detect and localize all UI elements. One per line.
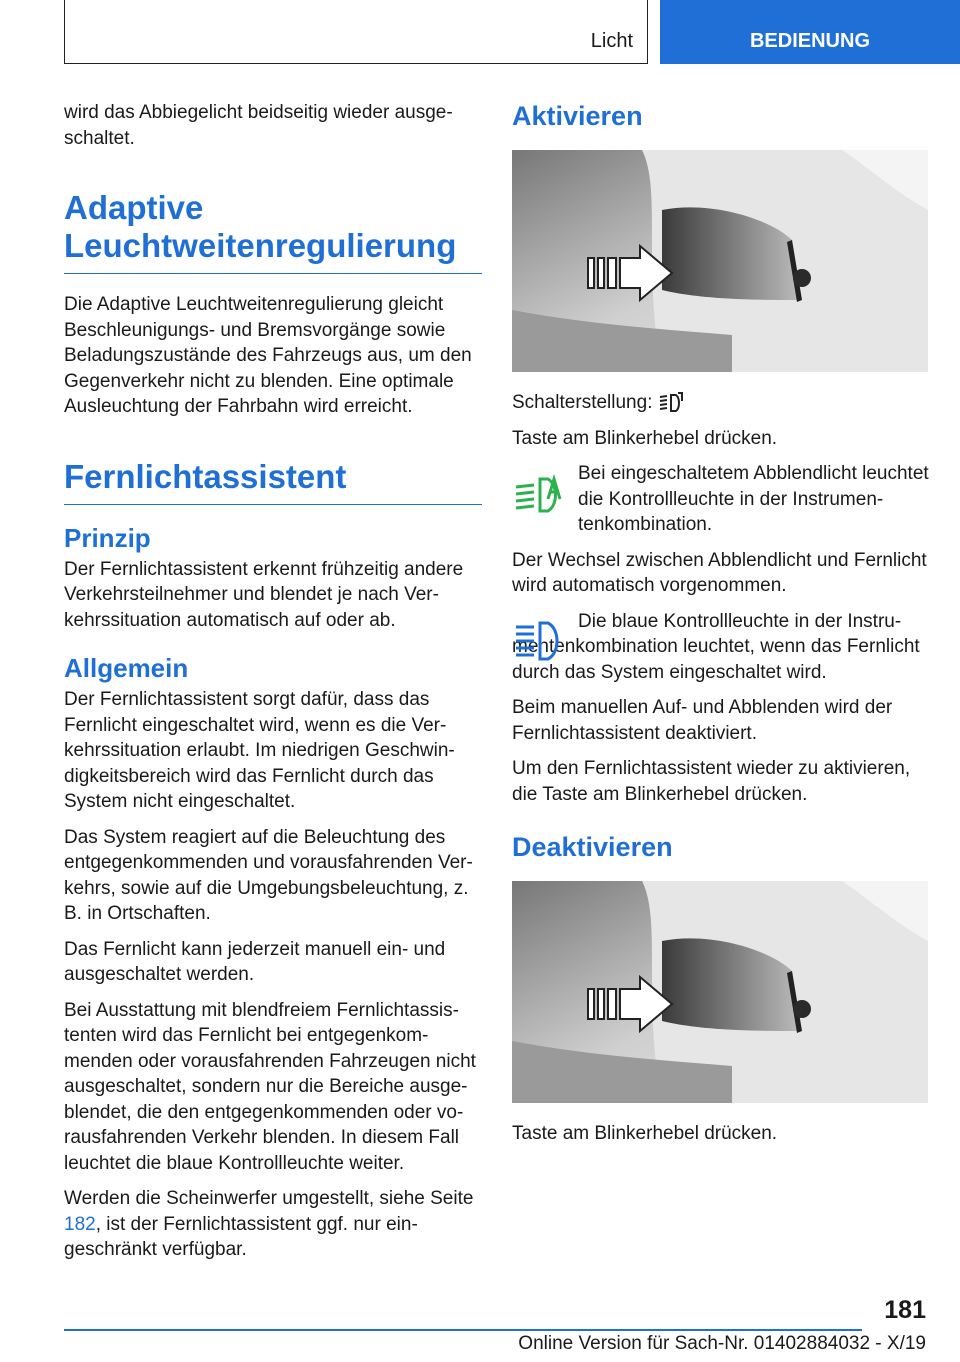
taste-text-2: Taste am Blinkerhebel drücken. [512, 1123, 778, 1144]
heading-allgemein: Allgemein [64, 653, 189, 683]
allgemein-text-5b: , ist der Fernlichtassistent ggf. nur eingeschränkt verfügbar. [64, 1213, 418, 1260]
wieder-aktivieren-text: Um den Fernlichtassistent wieder zu aktivieren, die Taste am Blinkerhebel drücken. [512, 758, 911, 805]
heading-fern-wrap [64, 458, 482, 505]
schalter-line [512, 390, 930, 416]
intro-text: wird das Abbiegelicht beidseitig wieder ausgeschaltet. [64, 102, 453, 149]
header-frame [64, 0, 648, 64]
manuell-text: Beim manuellen Auf- und Abblenden wird der Fernlichtassistent deaktiviert. [512, 697, 893, 744]
note-fernlicht-text: Die blaue Kontrollleuchte in der Instrumentenkombination leuchtet, wenn das Fernlicht durch das System eingeschaltet wird. [512, 610, 920, 683]
left-column [64, 100, 482, 1273]
allgemein-text-1: Der Fernlichtassistent sorgt dafür, dass das Fernlicht eingeschaltet wird, wenn es die Verkehrssituation erlaubt. Im niedrigen Geschwindigkeitsbereich wird das Fernlicht durch das System nicht eingeschaltet. [64, 689, 455, 812]
right-column [512, 100, 930, 1157]
chapter-tab: BEDIENUNG [660, 0, 960, 64]
note-abblendlicht [512, 461, 930, 538]
adaptive-text: Die Adaptive Leuchtweitenregulierung gleicht Beschleunigungs- und Bremsvorgänge sowie Beladungszustände des Fahrzeugs aus, um den Gegenverkehr nicht zu blenden. Eine optimale Ausleuchtung der Fahrbahn wird erreicht. [64, 294, 472, 417]
taste-text-1: Taste am Blinkerhebel drücken. [512, 427, 778, 449]
prinzip-text: Der Fernlichtassistent erkennt frühzeitig andere Verkehrsteilnehmer und blendet je nach Verkehrssituation automatisch auf oder ab. [64, 558, 464, 631]
high-beam-indicator-icon [512, 613, 566, 667]
high-beam-assist-icon [658, 391, 684, 415]
footer-online-version: Online Version für Sach-Nr. 01402884032 - X/19 [518, 1333, 926, 1354]
allgemein-text-3: Das Fernlicht kann jederzeit manuell ein- und ausgeschaltet werden. [64, 938, 446, 985]
allgemein-text-4: Bei Ausstattung mit blendfreiem Fernlichtassistenten wird das Fernlicht bei entgegenkommenden oder vorausfahrenden Fahrzeugen nicht ausgeschaltet, sondern nur die Bereiche ausgeblendet, die den entgegenkommenden oder vorausfahrenden Verkehr blenden. In diesem Fall leuchtet die blaue Kontrollleuchte weiter. [64, 999, 476, 1174]
turn-signal-lever-image-1 [512, 150, 928, 372]
section-title: Licht [590, 30, 633, 52]
allgemein-text-5 [64, 1186, 482, 1263]
allgemein-text-5a: Werden die Scheinwerfer umgestellt, siehe Seite [64, 1188, 474, 1209]
heading-aktivieren: Aktivieren [512, 101, 643, 131]
auto-light-indicator-icon [512, 465, 566, 519]
allgemein-text-2: Das System reagiert auf die Beleuchtung des entgegenkommenden und vorausfahrenden Verkehrs, sowie auf die Umgebungsbeleuchtung, z. B. in Ortschaften. [64, 826, 473, 924]
page-number: 181 [884, 1296, 926, 1324]
turn-signal-lever-image-2 [512, 881, 928, 1103]
lever-illustration-2 [512, 881, 928, 1103]
footer-rule [64, 1329, 862, 1331]
heading-deaktivieren: Deaktivieren [512, 832, 673, 862]
heading-adaptive: Adaptive Leuchtweitenregulierung [64, 189, 457, 264]
wechsel-text: Der Wechsel zwischen Abblendlicht und Fernlicht wird automatisch vorgenommen. [512, 549, 927, 596]
note-abblendlicht-text: Bei eingeschaltetem Abblendlicht leuchtet die Kontrollleuchte in der Instrumentenkombination. [578, 463, 929, 535]
page-link-182[interactable]: 182 [64, 1213, 96, 1235]
heading-fernlichtassistent: Fernlichtassistent [64, 457, 347, 495]
heading-adaptive-wrap [64, 189, 482, 274]
schalter-label: Schalterstellung: [512, 392, 653, 413]
note-fernlicht [512, 609, 930, 686]
heading-prinzip: Prinzip [64, 522, 151, 553]
lever-illustration-1 [512, 150, 928, 372]
